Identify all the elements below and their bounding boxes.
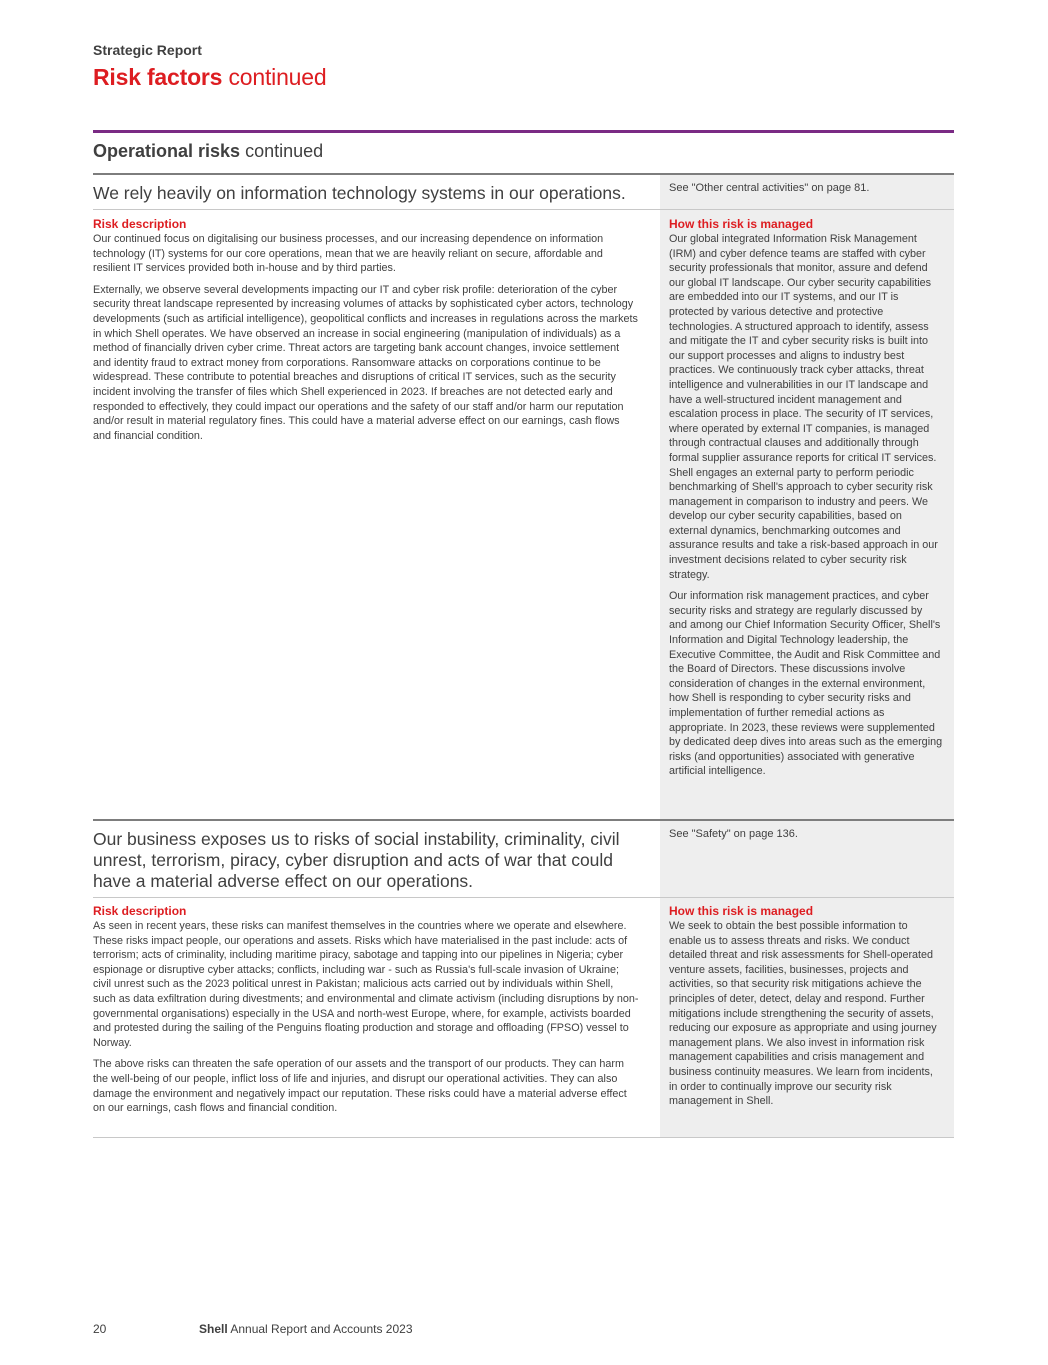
risk-block-social-instability [93,819,954,1138]
risk-description [93,232,639,450]
see-reference: See "Safety" on page 136. [669,828,798,840]
headline-rule [93,209,954,210]
risk-description-heading: Risk description [93,904,187,918]
risk-block-it-systems [93,173,954,820]
risk-description-paragraph: Externally, we observe several developments impacting our IT and cyber risk profile: deterioration of the cyber security threat landscape represented by increasing volumes of attacks by sophisticated cyber actors, technology developments (such as artificial intelligence), geopolitical conflicts and increases in regulations across the markets in which Shell operates. We have observed an increase in social engineering (manipulation of individuals) as a method of financially driven cyber crime. Threat actors are targeting bank account changes, invoice settlement and identity fraud to extract money from corporations. Ransomware attacks on corporations continue to be widespread. These contribute to potential breaches and disruptions of critical IT services, such as the security incident involving the transfer of files which Shell experienced in 2023. If breaches are not detected early and responded to effectively, they could impact our operations and the safety of our staff and/or harm our reputation and/or result in material regulatory fines. This could have a material adverse effect on our earnings, cash flows and financial condition. [93,283,638,442]
risk-top-rule [93,173,954,175]
section-label: Strategic Report [93,42,202,58]
subsection-title-main: Operational risks [93,141,241,161]
risk-description-paragraph: The above risks can threaten the safe operation of our assets and the transport of our products. They can harm the well-being of our people, inflict loss of life and injuries, and disrupt our operational activities. They can also damage the environment and negatively impact our reputation. These risks could have a material adverse effect on our earnings, cash flows and financial condition. [93,1058,627,1115]
footer-publication [199,1322,413,1336]
page-title [93,64,326,91]
risk-managed-heading: How this risk is managed [669,904,814,918]
subsection-title [93,141,323,162]
risk-managed-paragraph: Our global integrated Information Risk Management (IRM) and cyber defence teams are staffed with cyber security professionals that monitor, assure and defend our global IT landscape. Our cyber security capabilities are embedded into our IT systems, and our IT is protected by various detective and protective technologies. A structured approach to identify, assess and mitigate the IT and cyber security risks is built into our support processes and aligns to industry best practices. We continuously track cyber attacks, threat intelligence and vulnerabilities in our IT landscape and have a well-structured incident management and escalation process in place. The security of IT services, where operated by external IT companies, is managed through contractual clauses and additionally through formal supplier assurance reports for critical IT services. Shell engages an external party to perform periodic benchmarking of Shell's approach to cyber security risk management in comparison to industry and peers. We develop our cyber security capabilities, based on external dynamics, benchmarking outcomes and assurance results and take a risk-based approach in our investment decisions related to cyber security risk strategy. [669,233,938,581]
subsection-title-suffix: continued [245,141,324,161]
risk-managed-paragraph: Our information risk management practices, and cyber security risks and strategy are regularly discussed by and among our Chief Information Security Officer, Shell's Information and Digital Technology leadership, the Executive Committee, the Audit and Risk Committee and the Board of Directors. These discussions involve consideration of changes in the external environment, how Shell is responding to cyber security risks and implementation of further remedial actions as appropriate. In 2023, these reviews were supplemented by dedicated deep dives into areas such as the emerging risks (and opportunities) associated with generative artificial intelligence. [669,590,943,778]
risk-description-heading: Risk description [93,217,187,231]
risk-managed [669,919,943,1116]
risk-description-paragraph: As seen in recent years, these risks can manifest themselves in the countries where we operate and elsewhere. These risks impact people, our operations and assets. Risks which have materialised in the past include: acts of terrorism; acts of criminality, including maritime piracy, sabotage and tapping into our pipelines in Nigeria; cyber espionage or disruptive cyber attacks; conflicts, including war - such as Russia's full-scale invasion of Ukraine; civil unrest such as the 2023 political unrest in Pakistan; malicious acts carried out by individuals within Shell, such as data exfiltration during divestments; and environmental and climate activism (including disruptions by non-governmental organisations) especially in the USA and north-west Europe, where, for example, activists boarded and protested during the sailing of the Penguins floating production and storage and offloading (FPSO) vessel to Norway. [93,920,639,1049]
see-reference: See "Other central activities" on page 81. [669,182,870,194]
footer-brand-name: Shell [199,1322,228,1336]
risk-description-paragraph: Our continued focus on digitalising our business processes, and our increasing dependence on information technology (IT) systems for our core operations, mean that we are heavily reliant on secure, affordable and resilient IT services provided both in-house and by third parties. [93,233,604,275]
page-title-main: Risk factors [93,64,223,90]
footer-publication-title: Annual Report and Accounts 2023 [230,1322,413,1336]
risk-top-rule [93,819,954,821]
risk-description [93,919,639,1123]
risk-bottom-rule [93,1137,954,1138]
risk-managed-heading: How this risk is managed [669,217,814,231]
risk-managed [669,232,943,786]
headline-rule [93,897,954,898]
page-number: 20 [93,1322,107,1336]
risk-managed-paragraph: We seek to obtain the best possible information to enable us to assess threats and risks. We conduct detailed threat and risk assessments for Shell-operated venture assets, facilities, businesses, projects and activities, so that security risk mitigations achieve the principles of deter, detect, delay and respond. Further mitigations include strengthening the security of assets, reducing our exposure as appropriate and using journey management plans. We also invest in information risk management capabilities and crisis management and business continuity measures. We learn from incidents, in order to continually improve our security risk management in Shell. [669,920,937,1108]
section-divider [93,130,954,133]
risk-headline: Our business exposes us to risks of social instability, criminality, civil unrest, terrorism, piracy, cyber disruption and acts of war that could have a material adverse effect on our operations. [93,829,620,891]
page-title-suffix: continued [228,64,327,90]
risk-headline: We rely heavily on information technology systems in our operations. [93,183,626,203]
